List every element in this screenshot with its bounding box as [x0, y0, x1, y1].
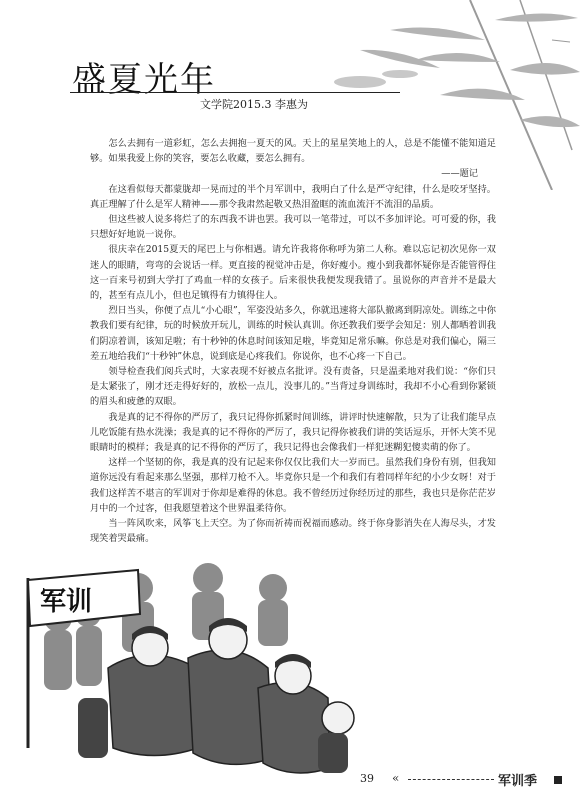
- epigraph-signature: ——题记: [441, 168, 478, 180]
- paragraph: 当一阵风吹来，风筝飞上天空。为了你而祈祷而祝福而感动。终于你身影消失在人海尽头，才发现笑着哭最痛。: [90, 518, 496, 545]
- paragraph: 我是真的记不得你的严厉了，我只记得你抓紧时间训练，讲评时快速解散，只为了让我们能早点儿吃饭能有热水洗澡；我是真的记不得你的严厉了，我只记得你被我们讲的笑话逗乐，开怀大笑不见眼睛时的模样；我是真的记不得你的严厉了，我只记得也会像我们一样犯迷糊犯傻卖萌的你了。: [90, 411, 496, 454]
- paragraph: 但这些被人说多将烂了的东西我不讲也罢。我可以一笔带过，可以不多加评论。可可爱的你，我只想好好地说一说你。: [90, 214, 496, 241]
- footer-guillemet: «: [392, 771, 400, 785]
- footer-dashed-rule: [408, 779, 494, 780]
- paragraph: 烈日当头，你便了点儿“小心眼”，军姿没站多久，你就迅速将大部队撤离到阴凉处。训练之中你教我们要有纪律，玩的时候放开玩儿，训练的时候认真训。你还教我们要学会知足：别人都晒着训我们阴凉着训，该知足啦；有十秒钟的休息时间该知足啦，毕竟知足常乐嘛。你总是对我们偏心，隔三差五地给我们“十秒钟”休息，说到底是心疼我们。你说你，也不心疼一下自己。: [90, 305, 496, 362]
- article-title: 盛夏光年: [72, 60, 216, 100]
- column-title: 军训季: [498, 774, 538, 789]
- paragraph: 这样一个坚韧的你，我是真的没有记起来你仅仅比我们大一岁而已。虽然我们身份有别，但我知道你远没有看起来那么坚强，那样刀枪不入。毕竟你只是一个和我们有着同样年纪的小少女呀！对于我们这样苦不堪言的军训对于你却是难得的休息。我不曾经历过你经历过的那些，我也只是你茫茫岁月中的一个过客，但我愿望着这个世界温柔待你。: [90, 457, 496, 514]
- paragraph: 怎么去拥有一道彩虹，怎么去拥抱一夏天的风。天上的星星笑地上的人，总是不能懂不能知道足够。如果我爱上你的笑容，要怎么收藏，要怎么拥有。: [90, 138, 496, 165]
- article-body: [90, 136, 496, 546]
- square-bullet-icon: [554, 776, 562, 784]
- article-byline: 文学院2015.3 李惠为: [200, 98, 308, 111]
- paragraph: 在这看似每天都蒙胧却一晃而过的半个月军训中，我明白了什么是严守纪律，什么是咬牙坚持。真正理解了什么是军人精神——那令我肃然起敬又热泪盈眶的流血流汗不流泪的品质。: [90, 183, 496, 210]
- page-footer: [360, 772, 570, 790]
- paragraph: 领导检查我们阅兵式时，大家表现不好被点名批评。没有责备，只是温柔地对我们说：“你们只是太紧张了，刚才还走得好好的，放松一点儿，没事儿的。”当背过身训练时，我却不小心看到你紧锁的眉头和疲惫的双眼。: [90, 366, 496, 408]
- paragraph: 很庆幸在2015夏天的尾巴上与你相遇。请允许我将你称呼为第二人称。难以忘记初次见你一双迷人的眼睛，弯弯的会说话一样。更直接的视觉冲击是，你好瘦小。瘦小到我都怀疑你是否能管得住这一百来号初到大学打了鸡血一样的女孩子。后来很快我便发现我错了。虽说你的声音并不是最大的，甚至有点儿小，但也足镇得有力镇得住人。: [90, 244, 496, 302]
- title-underline: [70, 92, 400, 93]
- banner-text: 军训: [40, 587, 93, 617]
- military-training-crowd-illustration-icon: [18, 548, 368, 780]
- page-number: 39: [360, 772, 374, 785]
